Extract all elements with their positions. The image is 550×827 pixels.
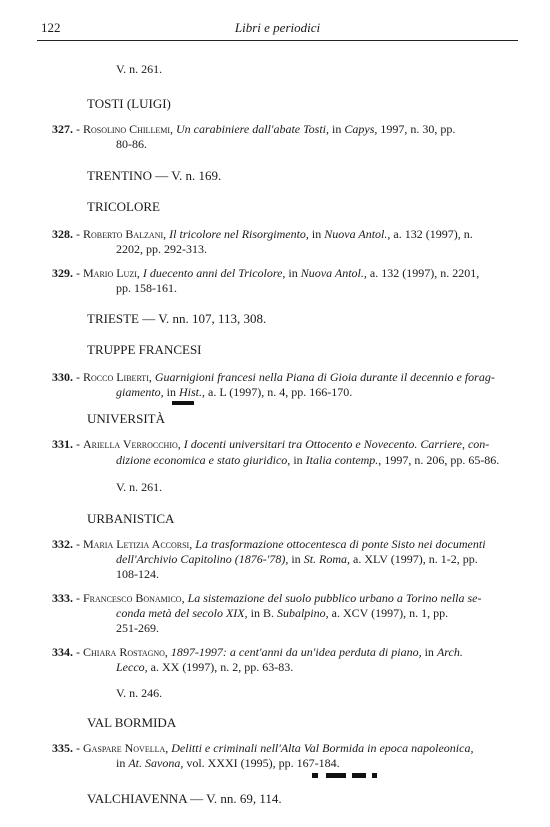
entry-title: I duecento anni del Tricolore,: [142, 266, 286, 280]
bibliography-entry-332: 332. - Maria Letizia Accorsi, La trasformazione ottocentesca di ponte Sisto nei documenti: [52, 537, 486, 551]
entry-journal: Italia contemp.,: [305, 453, 382, 467]
entry-number: 333.: [52, 591, 73, 605]
bibliography-entry-334: 334. - Chiara Rostagno, 1897-1997: a cent'anni da un'idea perduta di piano, in Arch.: [52, 645, 463, 659]
entry-in: in: [116, 756, 126, 770]
entry-author: Gaspare Novella,: [83, 741, 169, 755]
cross-reference: V. n. 261.: [116, 62, 163, 76]
entry-number: 330.: [52, 370, 73, 384]
page-number: 122: [41, 20, 61, 35]
entry-journal: Capys,: [344, 122, 378, 136]
entry-continuation: [116, 552, 478, 567]
entry-in: in B.: [250, 606, 274, 620]
bibliography-entry-327: 327. - Rosolino Chillemi, Un carabiniere dall'abate Tosti, in Capys, 1997, n. 30, pp.: [52, 122, 456, 136]
bibliography-entry-329: 329. - Mario Luzi, I duecento anni del Tricolore, in Nuova Antol., a. 132 (1997), n. 2201,: [52, 266, 480, 280]
running-title: Libri e periodici: [234, 20, 321, 35]
page-header: [37, 14, 518, 41]
entry-title: Guarnigioni francesi nella Piana di Gioia durante il decennio e forag-: [154, 370, 495, 384]
entry-author: Rosolino Chillemi,: [83, 122, 173, 136]
scan-artifact: [352, 773, 366, 778]
section-heading: UNIVERSITÀ: [87, 411, 165, 426]
bibliography-entry-333: 333. - Francesco Bonamico, La sistemazione del suolo pubblico urbano a Torino nella se-: [52, 591, 482, 605]
entry-details: vol. XXXI (1995), pp. 167-184.: [186, 756, 340, 770]
entry-journal: Lecco,: [116, 660, 148, 674]
entry-title: La trasformazione ottocentesca di ponte Sisto nei documenti: [195, 537, 486, 551]
entry-in: in: [293, 453, 303, 467]
entry-title: 1897-1997: a cent'anni da un'idea perduta di piano,: [170, 645, 422, 659]
bibliography-entry-331: 331. - Ariella Verrocchio, I docenti universitari tra Ottocento e Novecento. Carriere, con-: [52, 437, 490, 451]
entry-in: in: [166, 385, 177, 399]
entry-journal: Subalpino,: [276, 606, 329, 620]
bibliography-entry-330: 330. - Rocco Liberti, Guarnigioni francesi nella Piana di Gioia durante il decennio e forag-: [52, 370, 495, 384]
entry-details: a. XCV (1997), n. 1, pp.: [331, 606, 449, 620]
bibliography-entry-335: 335. - Gaspare Novella, Delitti e criminali nell'Alta Val Bormida in epoca napoleonica,: [52, 741, 474, 755]
entry-number: 327.: [52, 122, 73, 136]
cross-reference: V. n. 261.: [116, 480, 163, 494]
section-heading: TOSTI (LUIGI): [87, 96, 171, 111]
entry-author: Francesco Bonamico,: [83, 591, 185, 605]
entry-title: Il tricolore nel Risorgimento,: [169, 227, 309, 241]
entry-title: dizione economica e stato giuridico,: [116, 453, 291, 467]
entry-in: in: [291, 552, 301, 566]
scan-artifact: [312, 773, 318, 778]
entry-in: in: [424, 645, 434, 659]
entry-author: Mario Luzi,: [83, 266, 140, 280]
section-heading: VAL BORMIDA: [87, 715, 177, 730]
entry-details: a. XX (1997), n. 2, pp. 63-83.: [150, 660, 294, 674]
entry-number: 335.: [52, 741, 73, 755]
entry-title: Un carabiniere dall'abate Tosti,: [176, 122, 330, 136]
entry-author: Chiara Rostagno,: [83, 645, 168, 659]
entry-in: in: [311, 227, 322, 241]
entry-continuation: [116, 385, 352, 400]
entry-title: dell'Archivio Capitolino (1876-'78),: [116, 552, 289, 566]
entry-journal: Hist.,: [179, 385, 206, 399]
section-heading: TRUPPE FRANCESI: [87, 342, 202, 357]
entry-details: 1997, n. 206, pp. 65-86.: [384, 453, 500, 467]
entry-author: Maria Letizia Accorsi,: [83, 537, 193, 551]
entry-details: a. 132 (1997), n.: [393, 227, 473, 241]
entry-continuation: [116, 756, 340, 771]
section-heading: TRIESTE — V. nn. 107, 113, 308.: [87, 311, 267, 326]
cross-reference: V. n. 246.: [116, 686, 163, 700]
entry-author: Rocco Liberti,: [83, 370, 152, 384]
entry-journal: St. Roma,: [303, 552, 351, 566]
section-heading: URBANISTICA: [87, 511, 175, 526]
entry-details: 1997, n. 30, pp.: [380, 122, 456, 136]
entry-title: Delitti e criminali nell'Alta Val Bormida in epoca napoleonica,: [171, 741, 474, 755]
section-heading: TRICOLORE: [87, 199, 160, 214]
scan-artifact: [326, 773, 346, 778]
scan-artifact: [172, 401, 194, 405]
entry-author: Roberto Balzani,: [83, 227, 167, 241]
entry-details: a. L (1997), n. 4, pp. 166-170.: [208, 385, 353, 399]
entry-details: a. XLV (1997), n. 1-2, pp.: [353, 552, 478, 566]
entry-continuation: [116, 606, 448, 621]
entry-continuation: 80-86.: [116, 137, 147, 151]
entry-continuation: [116, 453, 499, 468]
entry-journal: At. Savona,: [128, 756, 184, 770]
entry-author: Ariella Verrocchio,: [83, 437, 181, 451]
entry-continuation: 251-269.: [116, 621, 159, 635]
entry-continuation: pp. 158-161.: [116, 281, 177, 295]
entry-journal: Nuova Antol.,: [324, 227, 391, 241]
entry-continuation: [116, 660, 293, 675]
entry-number: 329.: [52, 266, 73, 280]
entry-continuation: 2202, pp. 292-313.: [116, 242, 207, 256]
entry-title: giamento,: [116, 385, 164, 399]
bibliography-entry-328: 328. - Roberto Balzani, Il tricolore nel Risorgimento, in Nuova Antol., a. 132 (1997), n.: [52, 227, 473, 241]
entry-title: conda metà del secolo XIX,: [116, 606, 248, 620]
entry-details: a. 132 (1997), n. 2201,: [369, 266, 480, 280]
entry-number: 331.: [52, 437, 73, 451]
section-heading: TRENTINO — V. n. 169.: [87, 168, 222, 183]
entry-number: 332.: [52, 537, 73, 551]
entry-journal: Nuova Antol.,: [300, 266, 367, 280]
entry-in: in: [288, 266, 298, 280]
entry-continuation: 108-124.: [116, 567, 159, 581]
entry-title: I docenti universitari tra Ottocento e Novecento. Carriere, con-: [183, 437, 490, 451]
entry-in: in: [332, 122, 342, 136]
entry-number: 328.: [52, 227, 73, 241]
entry-number: 334.: [52, 645, 73, 659]
entry-journal: Arch.: [436, 645, 463, 659]
entry-title: La sistemazione del suolo pubblico urbano a Torino nella se-: [187, 591, 482, 605]
section-heading: VALCHIAVENNA — V. nn. 69, 114.: [87, 791, 282, 806]
scan-artifact: [372, 773, 377, 778]
